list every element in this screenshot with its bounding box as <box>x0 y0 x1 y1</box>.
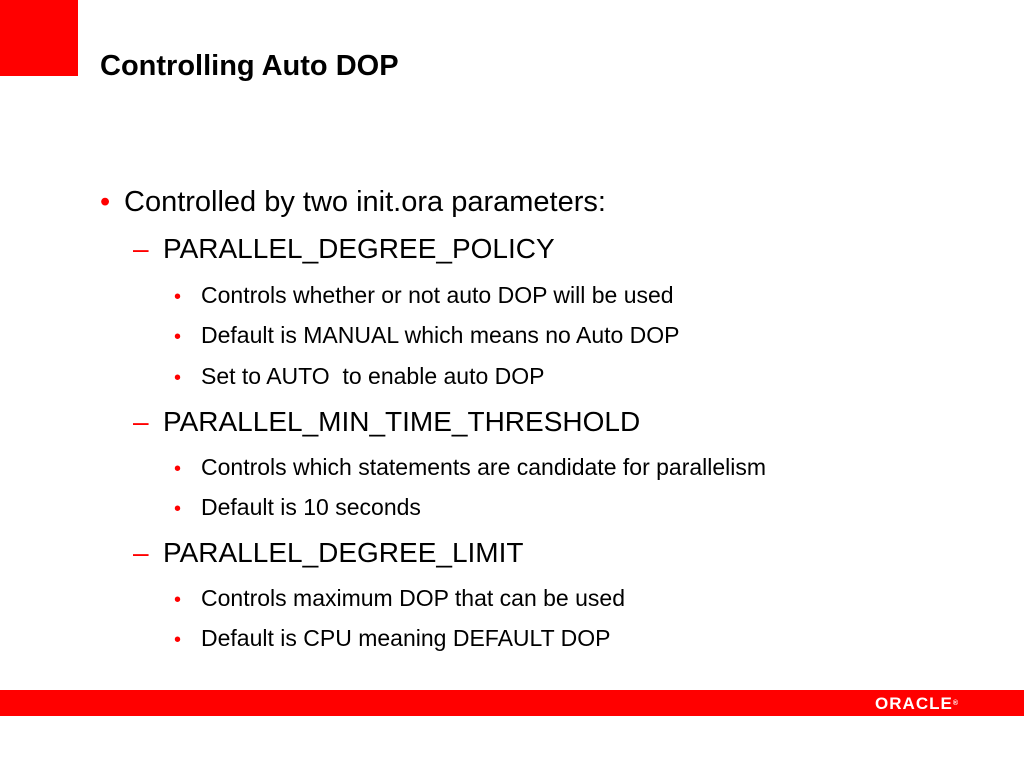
bullet-icon: • <box>174 589 182 611</box>
param-detail <box>174 492 421 524</box>
param-detail-text: Default is MANUAL which means no Auto DOP <box>201 322 680 348</box>
footer-bar <box>0 690 1024 716</box>
param-detail <box>174 320 680 352</box>
param-name: PARALLEL_DEGREE_POLICY <box>163 233 555 264</box>
param-detail-text: Controls whether or not auto DOP will be used <box>201 282 674 308</box>
logo-text: ORACLE <box>875 694 953 713</box>
param-name: PARALLEL_DEGREE_LIMIT <box>163 537 524 568</box>
param-detail <box>174 623 610 655</box>
param-name: PARALLEL_MIN_TIME_THRESHOLD <box>163 406 641 437</box>
bullet-icon: • <box>174 326 182 348</box>
param-detail <box>174 452 766 484</box>
param-detail <box>174 583 625 615</box>
registered-mark: ® <box>952 700 958 707</box>
main-bullet <box>100 183 606 221</box>
bullet-icon: • <box>174 458 182 480</box>
param-detail <box>174 361 545 393</box>
bullet-icon: • <box>174 286 182 308</box>
param-item <box>133 535 524 571</box>
bullet-icon: • <box>100 186 111 218</box>
dash-icon: – <box>133 406 149 437</box>
bullet-icon: • <box>174 498 182 520</box>
dash-icon: – <box>133 537 149 568</box>
param-detail-text: Default is 10 seconds <box>201 494 421 520</box>
param-detail-text: Set to AUTO to enable auto DOP <box>201 363 545 389</box>
bullet-icon: • <box>174 367 182 389</box>
param-item <box>133 231 555 267</box>
param-detail-text: Default is CPU meaning DEFAULT DOP <box>201 625 611 651</box>
param-detail <box>174 280 674 312</box>
dash-icon: – <box>133 233 149 264</box>
main-bullet-text: Controlled by two init.ora parameters: <box>124 186 606 218</box>
bullet-icon: • <box>174 629 182 651</box>
param-item <box>133 404 640 440</box>
slide-title: Controlling Auto DOP <box>100 50 399 82</box>
oracle-logo <box>875 695 958 713</box>
param-detail-text: Controls maximum DOP that can be used <box>201 585 625 611</box>
param-detail-text: Controls which statements are candidate for parallelism <box>201 454 767 480</box>
